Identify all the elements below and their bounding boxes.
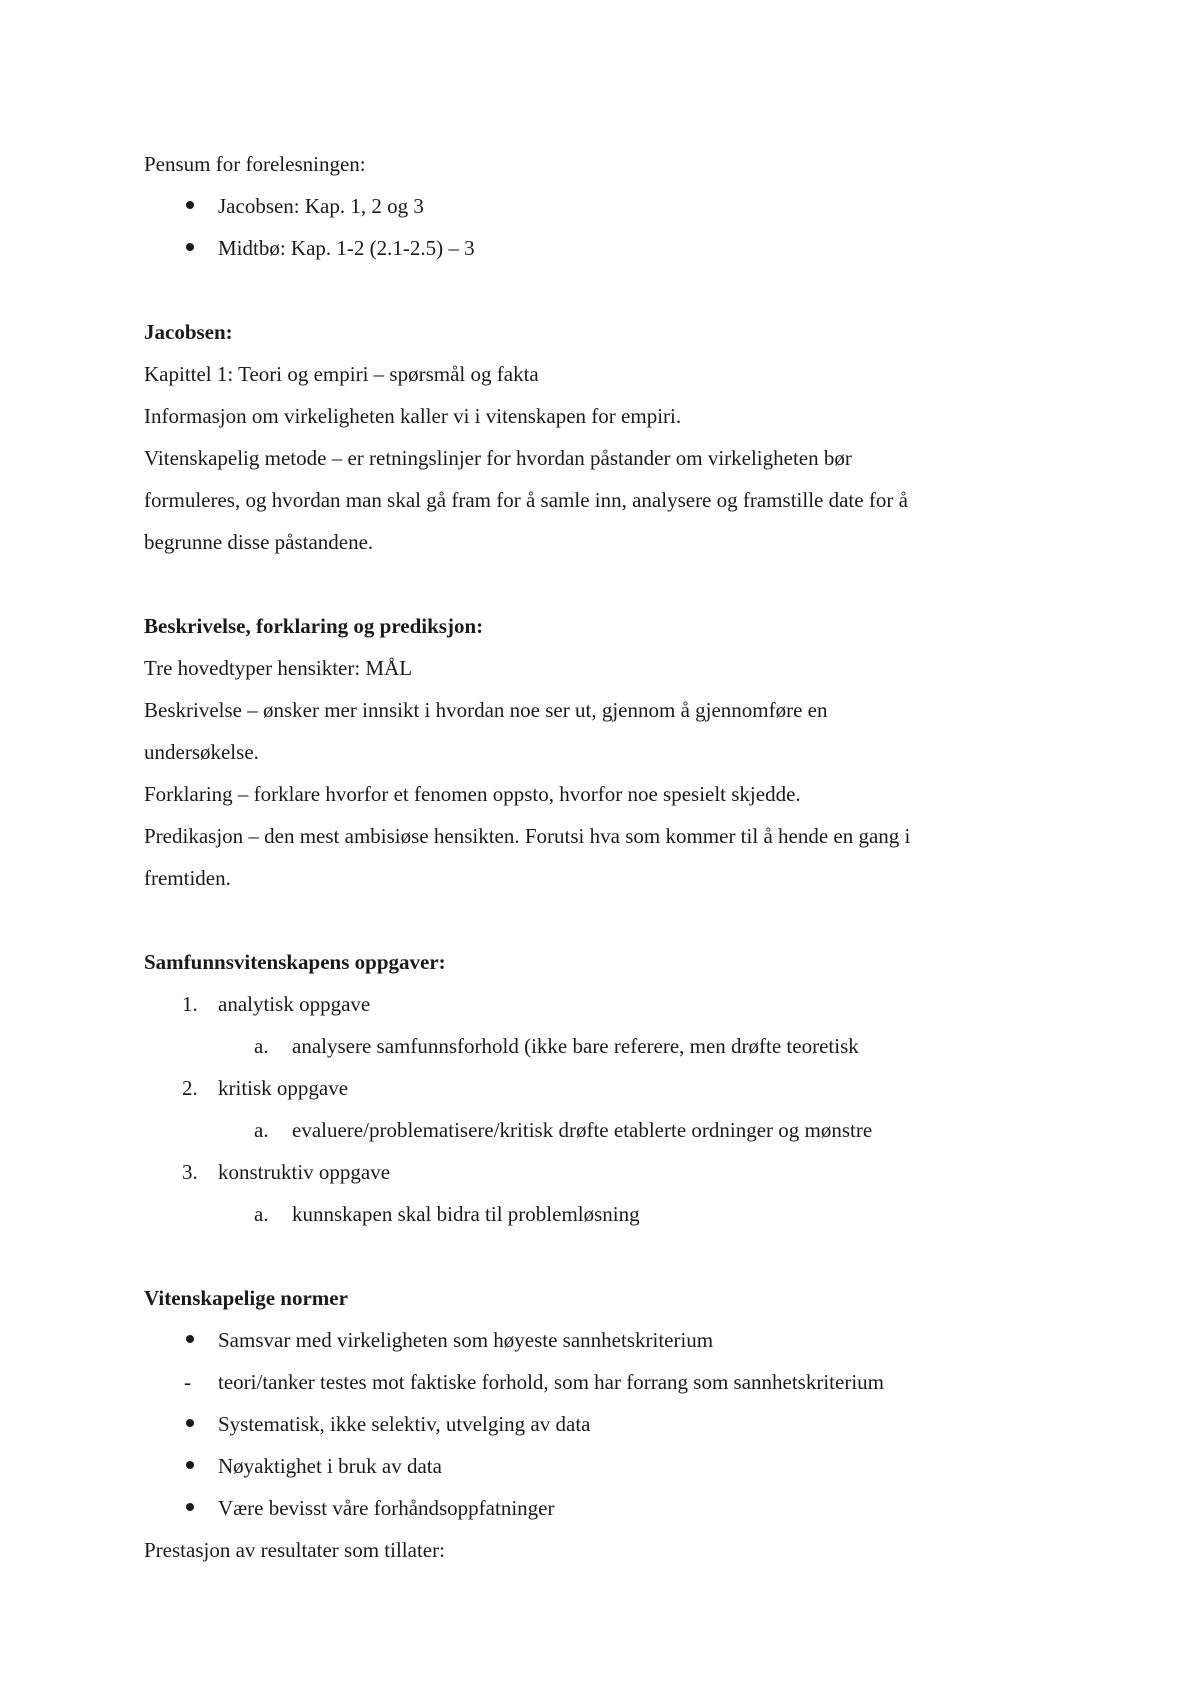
numbered-item (144, 1067, 1050, 1109)
paragraph-line: Beskrivelse – ønsker mer innsikt i hvordan noe ser ut, gjennom å gjennomføre en (144, 698, 828, 722)
paragraph-line: Informasjon om virkeligheten kaller vi i vitenskapen for empiri. (144, 404, 682, 428)
bullet-icon (186, 201, 194, 209)
list-item-text: analytisk oppgave (218, 992, 371, 1016)
bullet-icon (186, 1503, 194, 1511)
spacer (144, 563, 1050, 605)
list-item-text: kritisk oppgave (218, 1076, 349, 1100)
bullet-icon (186, 1461, 194, 1469)
bullet-icon (186, 1419, 194, 1427)
paragraph-line: Predikasjon – den mest ambisiøse hensikten. Forutsi hva som kommer til å hende en gang i (144, 824, 911, 848)
list-item (144, 185, 1050, 227)
sub-item-text: analysere samfunnsforhold (ikke bare referere, men drøfte teoretisk (292, 1034, 859, 1058)
list-item-text: Være bevisst våre forhåndsoppfatninger (218, 1496, 555, 1520)
list-item-text: konstruktiv oppgave (218, 1160, 391, 1184)
spacer (144, 269, 1050, 311)
list-item (144, 1487, 1050, 1529)
bullet-icon (186, 1335, 194, 1343)
paragraph-line: begrunne disse påstandene. (144, 530, 374, 554)
sub-item-letter: a. (254, 1202, 269, 1226)
sub-item-letter: a. (254, 1034, 269, 1058)
sub-item-letter: a. (254, 1118, 269, 1142)
section-heading-normer: Vitenskapelige normer (144, 1286, 348, 1310)
numbered-item (144, 1151, 1050, 1193)
list-item-text: teori/tanker testes mot faktiske forhold, som har forrang som sannhetskriterium (218, 1370, 885, 1394)
list-item (144, 227, 1050, 269)
list-item-text: Samsvar med virkeligheten som høyeste sannhetskriterium (218, 1328, 714, 1352)
paragraph-line: undersøkelse. (144, 740, 259, 764)
sub-item (144, 1193, 1050, 1235)
paragraph-line: Prestasjon av resultater som tillater: (144, 1538, 445, 1562)
list-item-text: Nøyaktighet i bruk av data (218, 1454, 442, 1478)
sub-item-text: kunnskapen skal bidra til problemløsning (292, 1202, 640, 1226)
list-item (144, 1319, 1050, 1361)
paragraph-line: Vitenskapelig metode – er retningslinjer for hvordan påstander om virkeligheten bør (144, 446, 852, 470)
list-item-text: Systematisk, ikke selektiv, utvelging av data (218, 1412, 591, 1436)
paragraph-line: formuleres, og hvordan man skal gå fram for å samle inn, analysere og framstille date for å (144, 488, 908, 512)
item-number: 3. (182, 1160, 198, 1184)
list-item-text: Midtbø: Kap. 1-2 (2.1-2.5) – 3 (218, 236, 475, 260)
section-heading-oppgaver: Samfunnsvitenskapens oppgaver: (144, 950, 446, 974)
bullet-icon (186, 243, 194, 251)
list-item-text: Jacobsen: Kap. 1, 2 og 3 (218, 194, 424, 218)
list-item (144, 1445, 1050, 1487)
sub-item (144, 1025, 1050, 1067)
paragraph-line: Tre hovedtyper hensikter: MÅL (144, 656, 413, 680)
item-number: 2. (182, 1076, 198, 1100)
section-heading-beskrivelse: Beskrivelse, forklaring og prediksjon: (144, 614, 484, 638)
spacer (144, 1235, 1050, 1277)
section-heading-jacobsen: Jacobsen: (144, 320, 233, 344)
sub-item (144, 1109, 1050, 1151)
list-item (144, 1403, 1050, 1445)
sub-item-text: evaluere/problematisere/kritisk drøfte etablerte ordninger og mønstre (292, 1118, 873, 1142)
list-item (144, 1361, 1050, 1403)
paragraph-line: Kapittel 1: Teori og empiri – spørsmål og fakta (144, 362, 539, 386)
paragraph-line: Forklaring – forklare hvorfor et fenomen oppsto, hvorfor noe spesielt skjedde. (144, 782, 801, 806)
item-number: 1. (182, 992, 198, 1016)
numbered-item (144, 983, 1050, 1025)
paragraph-line: fremtiden. (144, 866, 231, 890)
pensum-intro: Pensum for forelesningen: (144, 152, 366, 176)
spacer (144, 899, 1050, 941)
dash-marker: - (184, 1370, 191, 1394)
